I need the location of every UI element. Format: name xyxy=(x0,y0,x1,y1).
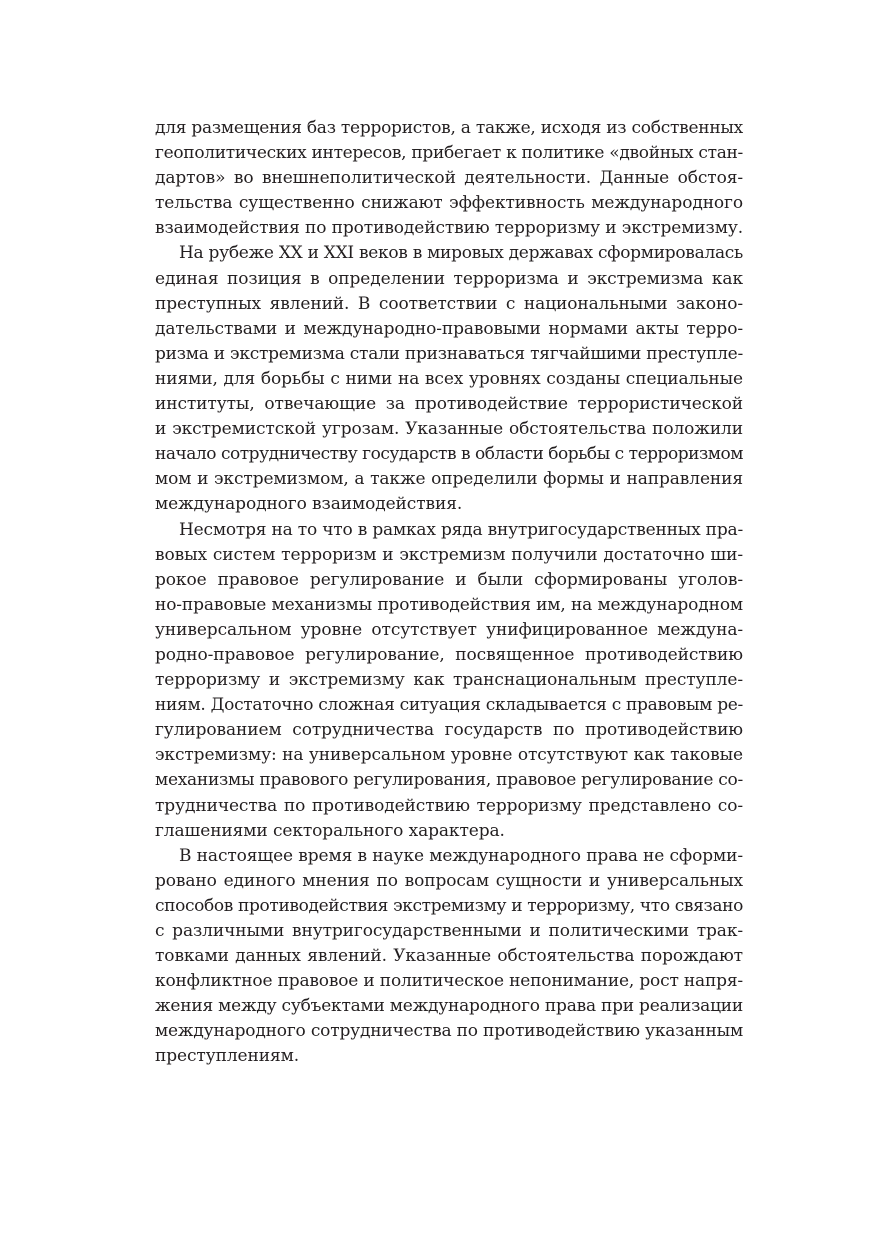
paragraph xyxy=(155,518,743,844)
text-line: вовых систем терроризм и экстремизм получили достаточно ши- xyxy=(155,544,743,565)
text-line: Несмотря на то что в рамках ряда внутригосударственных пра- xyxy=(179,519,743,540)
text-line: начало сотрудничеству государств в области борьбы с терроризмом xyxy=(155,444,744,465)
text-line: ровано единого мнения по вопросам сущности и универсальных xyxy=(155,870,743,891)
text-line: геополитических интересов, прибегает к политике «двойных стан- xyxy=(155,143,743,164)
text-line: но-правовые механизмы противодействия им, на международном xyxy=(155,594,744,615)
paragraph xyxy=(155,241,743,517)
text-line: ниям. Достаточно сложная ситуация складывается с правовым ре- xyxy=(155,695,743,716)
text-line: гулированием сотрудничества государств по противодействию xyxy=(155,720,743,741)
text-line: преступных явлений. В соответствии с национальными законо- xyxy=(155,293,743,314)
text-line: конфликтное правовое и политическое непонимание, рост напря- xyxy=(155,971,743,992)
text-line: универсальном уровне отсутствует унифицированное междуна- xyxy=(155,619,743,640)
text-line: с различными внутригосударственными и политическими трак- xyxy=(155,921,743,941)
text-line: международного сотрудничества по противодействию указанным xyxy=(155,1021,743,1042)
paragraph xyxy=(155,116,743,241)
text-line: тельства существенно снижают эффективность международного xyxy=(155,193,743,214)
text-line: международного взаимодействия. xyxy=(155,494,463,515)
body-text xyxy=(155,116,743,1070)
text-line: преступлениям. xyxy=(155,1046,300,1067)
text-line: дательствами и международно-правовыми нормами акты терро- xyxy=(155,318,743,339)
text-line: В настоящее время в науке международного права не сформи- xyxy=(179,845,743,866)
text-line: для размещения баз террористов, а также, исходя из собственных xyxy=(155,118,744,138)
text-line: взаимодействия по противодействию терроризму и экстремизму. xyxy=(155,218,744,239)
text-line: способов противодействия экстремизму и терроризму, что связано xyxy=(155,895,743,916)
text-line: ниями, для борьбы с ними на всех уровнях созданы специальные xyxy=(155,368,743,389)
text-line: жения между субъектами международного права при реализации xyxy=(155,996,743,1017)
text-line: мом и экстремизмом, а также определили формы и направления xyxy=(155,469,743,490)
text-line: родно-правовое регулирование, посвященное противодействию xyxy=(155,644,743,665)
text-line: институты, отвечающие за противодействие террористической xyxy=(155,394,743,415)
text-line: механизмы правового регулирования, правовое регулирование со- xyxy=(155,770,743,791)
text-line: и экстремистской угрозам. Указанные обстоятельства положили xyxy=(155,419,743,440)
text-line: ризма и экстремизма стали признаваться тягчайшими преступле- xyxy=(155,343,743,364)
text-line: глашениями секторального характера. xyxy=(155,820,505,841)
text-line: рокое правовое регулирование и были сформированы уголов- xyxy=(155,569,743,590)
text-line: дартов» во внешнеполитической деятельности. Данные обстоя- xyxy=(155,168,743,189)
text-line: трудничества по противодействию терроризму представлено со- xyxy=(155,795,743,816)
text-line: На рубеже XX и XXI веков в мировых державах сформировалась xyxy=(179,243,744,264)
text-line: экстремизму: на универсальном уровне отсутствуют как таковые xyxy=(155,745,743,766)
paragraph xyxy=(155,844,743,1070)
text-line: единая позиция в определении терроризма и экстремизма как xyxy=(155,268,743,289)
text-line: товками данных явлений. Указанные обстоятельства порождают xyxy=(155,946,743,967)
text-line: терроризму и экстремизму как транснациональным преступле- xyxy=(155,670,743,691)
